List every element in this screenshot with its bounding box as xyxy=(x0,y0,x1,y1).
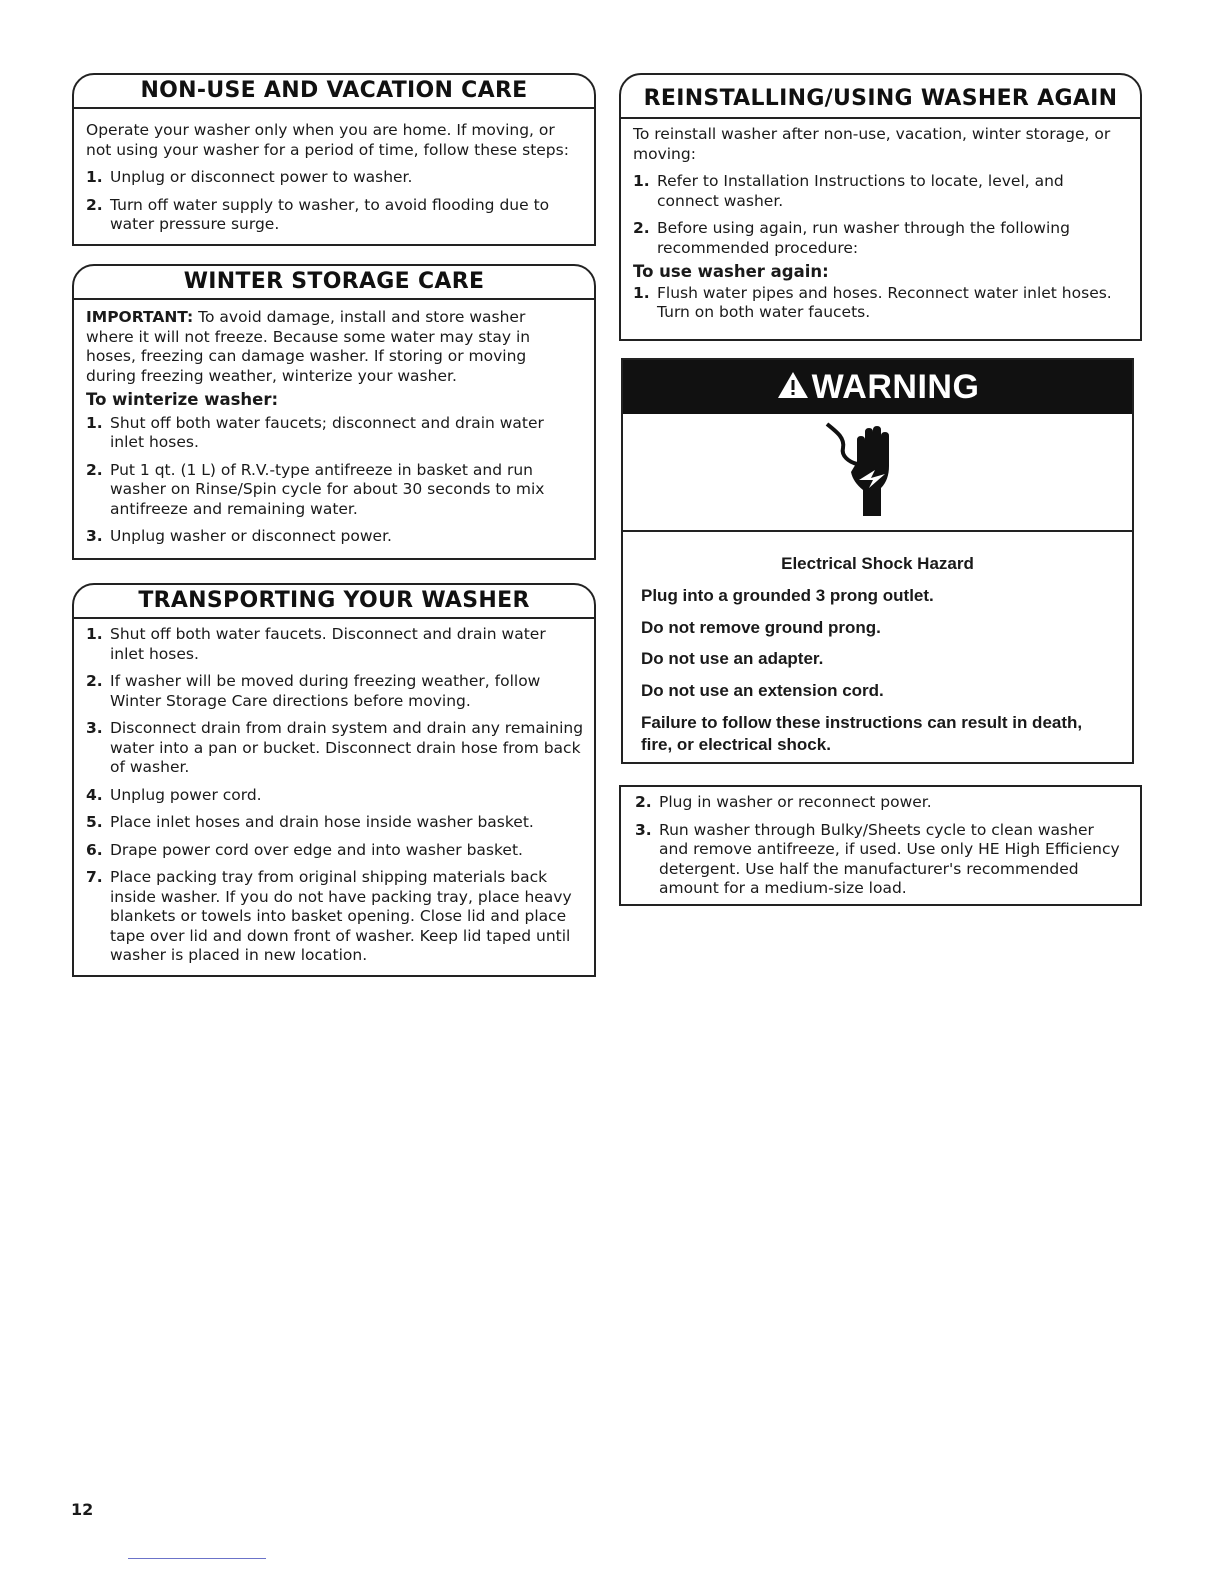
list-item: 2. Plug in washer or reconnect power. xyxy=(635,793,932,811)
transport-steps xyxy=(86,625,584,966)
list-item: 4. Unplug power cord. xyxy=(86,785,262,804)
warning-icon-area xyxy=(623,414,1132,532)
warning-hazard: Electrical Shock Hazard xyxy=(781,554,974,573)
reinstall-steps xyxy=(633,172,1122,258)
warning-line: Do not remove ground prong. xyxy=(641,618,881,637)
nonuse-steps xyxy=(86,168,582,235)
warning-triangle-icon xyxy=(776,362,810,416)
reinstall-subhead: To use washer again: xyxy=(633,262,829,281)
list-item: 2. Put 1 qt. (1 L) of R.V.-type antifreeze in basket and run washer on Rinse/Spin cycle for about 30 seconds to mix antifreeze and remaining water. xyxy=(86,460,545,518)
transport-section xyxy=(72,583,596,977)
list-item: 1. Refer to Installation Instructions to locate, level, and connect washer. xyxy=(633,172,1064,210)
list-item: 3. Unplug washer or disconnect power. xyxy=(86,527,392,545)
nonuse-intro: Operate your washer only when you are home. If moving, or not using your washer for a period of time, follow these steps: xyxy=(86,121,569,159)
winter-steps xyxy=(86,414,556,547)
winter-subhead: To winterize washer: xyxy=(86,390,279,409)
warning-box xyxy=(621,358,1134,764)
list-item: 1. Flush water pipes and hoses. Reconnect water inlet hoses. Turn on both water faucets. xyxy=(633,283,1112,321)
warning-header xyxy=(623,360,1132,414)
list-item: 5. Place inlet hoses and drain hose inside washer basket. xyxy=(86,813,534,831)
winter-section xyxy=(72,264,596,560)
reinstall-steps2 xyxy=(633,284,1122,323)
warning-line: Plug into a grounded 3 prong outlet. xyxy=(641,586,934,605)
continue-steps xyxy=(635,793,1126,899)
page-number: 12 xyxy=(71,1500,94,1519)
reinstall-intro: To reinstall washer after non-use, vacation, winter storage, or moving: xyxy=(633,125,1111,163)
nonuse-title: NON-USE AND VACATION CARE xyxy=(72,73,596,109)
winter-important: IMPORTANT: To avoid damage, install and store washer where it will not freeze. Because some water may stay in hoses, freezing can damage washer. If storing or moving during freezing weather, winterize your washer. xyxy=(86,308,531,385)
transport-title: TRANSPORTING YOUR WASHER xyxy=(72,583,596,619)
list-item: 6. Drape power cord over edge and into washer basket. xyxy=(86,840,523,859)
reinstall-title: REINSTALLING/USING WASHER AGAIN xyxy=(619,73,1142,119)
list-item: 3. Disconnect drain from drain system and drain any remaining water into a pan or bucket. Disconnect drain hose from back of washer. xyxy=(86,719,584,776)
continue-box xyxy=(619,785,1142,906)
warning-label: WARNING xyxy=(811,368,980,406)
list-item: 2. If washer will be moved during freezing weather, follow Winter Storage Care directions before moving. xyxy=(86,672,541,710)
reinstall-section xyxy=(619,73,1142,341)
warning-line: Do not use an adapter. xyxy=(641,649,824,668)
winter-title: WINTER STORAGE CARE xyxy=(72,264,596,300)
list-item: 2. Turn off water supply to washer, to avoid flooding due to water pressure surge. xyxy=(86,195,550,233)
list-item: 1. Shut off both water faucets; disconnect and drain water inlet hoses. xyxy=(86,413,544,451)
list-item: 1. Shut off both water faucets. Disconnect and drain water inlet hoses. xyxy=(86,625,546,663)
list-item: 7. Place packing tray from original shipping materials back inside washer. If you do not have packing tray, place heavy blankets or towels into basket opening. Close lid and place tape over lid and down front of washer. Keep lid taped until washer is placed in new location. xyxy=(86,868,572,964)
electrical-shock-hand-icon xyxy=(823,422,915,526)
list-item: 2. Before using again, run washer through the following recommended procedure: xyxy=(633,219,1070,257)
warning-line: Failure to follow these instructions can result in death, fire, or electrical shock. xyxy=(641,713,1083,754)
warning-line: Do not use an extension cord. xyxy=(641,681,884,700)
list-item: 3. Run washer through Bulky/Sheets cycle to clean washer and remove antifreeze, if used. Use only HE High Efficiency detergent. Use half the manufacturer's recommended amount for a medium-size load. xyxy=(635,820,1120,897)
footer-rule xyxy=(128,1558,266,1559)
list-item: 1. Unplug or disconnect power to washer. xyxy=(86,168,413,186)
nonuse-section xyxy=(72,73,596,246)
warning-text xyxy=(623,532,1132,762)
